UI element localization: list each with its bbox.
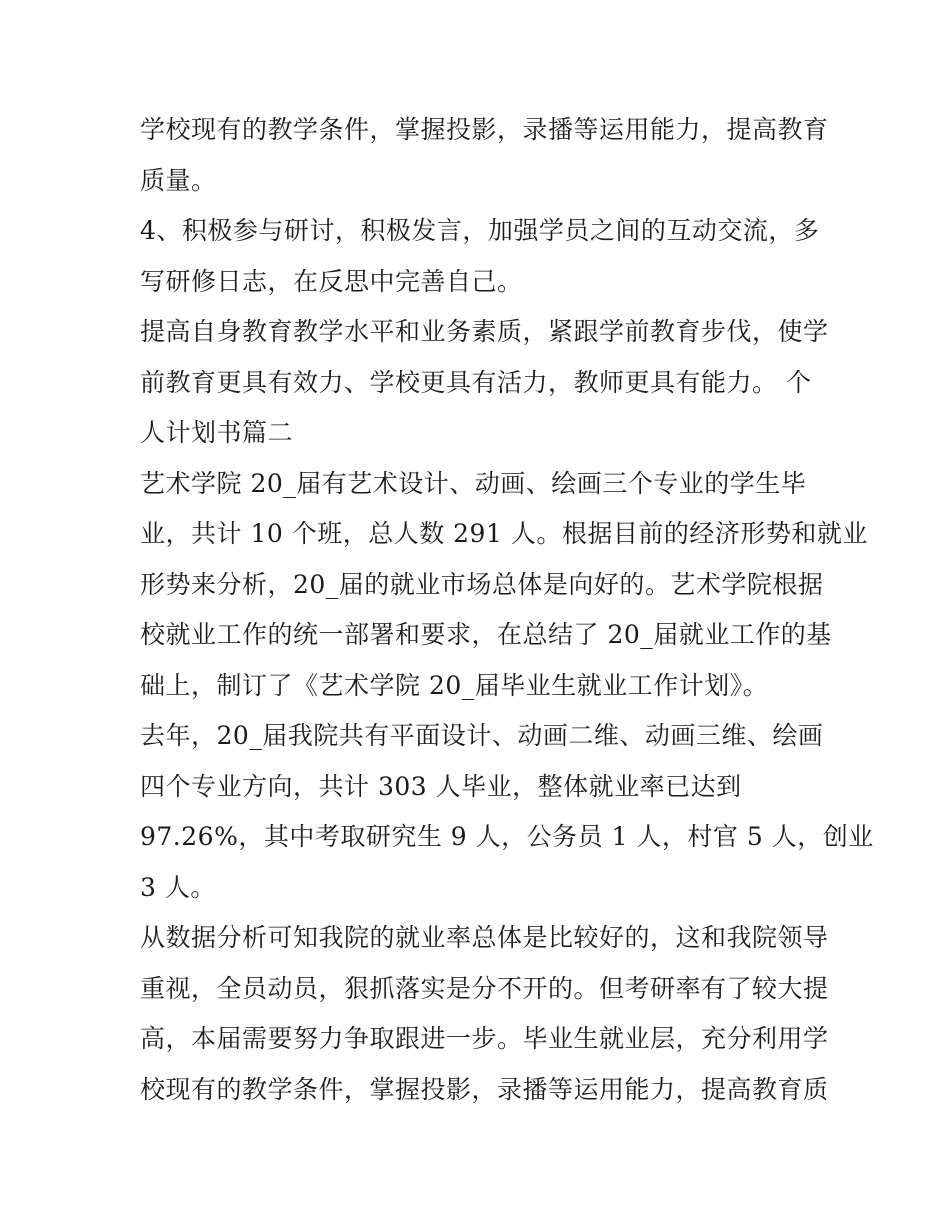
text-line: 础上，制订了《艺术学院 20_届毕业生就业工作计划》。	[140, 671, 769, 700]
text-line: 重视，全员动员，狠抓落实是分不开的。但考研率有了较大提	[140, 974, 829, 1003]
text-line: 学校现有的教学条件，掌握投影，录播等运用能力，提高教育	[140, 115, 829, 144]
text-line: 质量。	[140, 166, 217, 195]
text-line: 提高自身教育教学水平和业务素质，紧跟学前教育步伐，使学	[140, 317, 829, 346]
text-line: 写研修日志，在反思中完善自己。	[140, 267, 523, 296]
text-line: 97.26%，其中考取研究生 9 人，公务员 1 人，村官 5 人，创业	[140, 822, 874, 851]
text-line: 高，本届需要努力争取跟进一步。毕业生就业层，充分利用学	[140, 1024, 829, 1053]
text-line: 4、积极参与研讨，积极发言，加强学员之间的互动交流，多	[140, 216, 820, 245]
text-line: 业，共计 10 个班，总人数 291 人。根据目前的经济形势和就业	[140, 519, 868, 548]
text-line: 人计划书篇二	[140, 418, 294, 447]
text-line: 四个专业方向，共计 303 人毕业，整体就业率已达到	[140, 772, 742, 801]
text-line: 从数据分析可知我院的就业率总体是比较好的，这和我院领导	[140, 923, 829, 952]
text-line: 前教育更具有效力、学校更具有活力，教师更具有能力。 个	[140, 368, 812, 397]
text-line: 艺术学院 20_届有艺术设计、动画、绘画三个专业的学生毕	[140, 469, 807, 498]
text-line: 校就业工作的统一部署和要求，在总结了 20_届就业工作的基	[140, 620, 832, 649]
text-line: 形势来分析，20_届的就业市场总体是向好的。艺术学院根据	[140, 570, 824, 599]
text-line: 校现有的教学条件，掌握投影，录播等运用能力，提高教育质	[140, 1075, 829, 1104]
text-line: 去年，20_届我院共有平面设计、动画二维、动画三维、绘画	[140, 721, 824, 750]
text-line: 3 人。	[140, 873, 216, 902]
